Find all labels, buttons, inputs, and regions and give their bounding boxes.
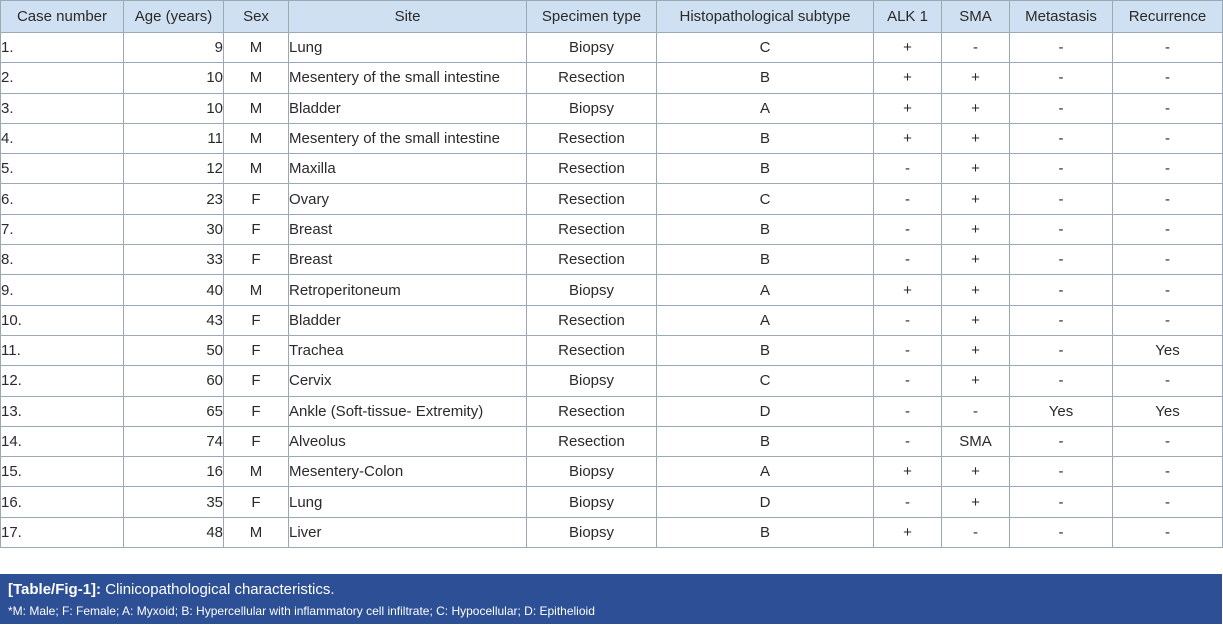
cell-recurrence: - xyxy=(1113,214,1223,244)
cell-site: Liver xyxy=(289,517,527,547)
cell-specimen-type: Biopsy xyxy=(527,457,657,487)
cell-recurrence: - xyxy=(1113,366,1223,396)
cell-sex: M xyxy=(224,457,289,487)
cell-site: Retroperitoneum xyxy=(289,275,527,305)
cell-specimen-type: Resection xyxy=(527,426,657,456)
caption-label: [Table/Fig-1]: xyxy=(8,581,102,598)
cell-sex: F xyxy=(224,184,289,214)
cell-site: Mesentery of the small intestine xyxy=(289,123,527,153)
cell-recurrence: - xyxy=(1113,426,1223,456)
column-header-age: Age (years) xyxy=(124,1,224,33)
cell-specimen-type: Resection xyxy=(527,123,657,153)
cell-histopathological-subtype: C xyxy=(657,33,874,63)
cell-alk1: - xyxy=(874,426,942,456)
cell-recurrence: - xyxy=(1113,63,1223,93)
cell-metastasis: - xyxy=(1010,154,1113,184)
table-row xyxy=(1,517,1223,547)
cell-site: Mesentery-Colon xyxy=(289,457,527,487)
cell-site: Bladder xyxy=(289,305,527,335)
cell-sma: + xyxy=(942,487,1010,517)
cell-sma: + xyxy=(942,93,1010,123)
cell-sex: F xyxy=(224,426,289,456)
column-header-metastasis: Metastasis xyxy=(1010,1,1113,33)
cell-sex: F xyxy=(224,245,289,275)
cell-age: 30 xyxy=(124,214,224,244)
cell-sex: F xyxy=(224,396,289,426)
cell-sex: M xyxy=(224,93,289,123)
column-header-case-number: Case number xyxy=(1,1,124,33)
cell-specimen-type: Biopsy xyxy=(527,517,657,547)
cell-age: 33 xyxy=(124,245,224,275)
cell-metastasis: - xyxy=(1010,184,1113,214)
cell-case-number: 5. xyxy=(1,154,124,184)
cell-histopathological-subtype: B xyxy=(657,245,874,275)
cell-metastasis: - xyxy=(1010,426,1113,456)
cell-sma: + xyxy=(942,275,1010,305)
cell-sex: M xyxy=(224,517,289,547)
cell-recurrence: - xyxy=(1113,305,1223,335)
cell-sma: + xyxy=(942,214,1010,244)
cell-case-number: 2. xyxy=(1,63,124,93)
cell-sma: + xyxy=(942,366,1010,396)
cell-sma: + xyxy=(942,457,1010,487)
cell-specimen-type: Biopsy xyxy=(527,366,657,396)
cell-sma: + xyxy=(942,335,1010,365)
cell-sma: + xyxy=(942,154,1010,184)
cell-age: 48 xyxy=(124,517,224,547)
table-row xyxy=(1,275,1223,305)
cell-sma: - xyxy=(942,33,1010,63)
cell-histopathological-subtype: B xyxy=(657,123,874,153)
cell-alk1: - xyxy=(874,184,942,214)
cell-metastasis: - xyxy=(1010,366,1113,396)
cell-metastasis: - xyxy=(1010,457,1113,487)
cell-specimen-type: Biopsy xyxy=(527,275,657,305)
table-row xyxy=(1,487,1223,517)
cell-recurrence: - xyxy=(1113,275,1223,305)
cell-specimen-type: Resection xyxy=(527,63,657,93)
table-row xyxy=(1,63,1223,93)
cell-histopathological-subtype: B xyxy=(657,214,874,244)
table-row xyxy=(1,396,1223,426)
cell-alk1: + xyxy=(874,457,942,487)
cell-age: 12 xyxy=(124,154,224,184)
cell-metastasis: Yes xyxy=(1010,396,1113,426)
column-header-alk1: ALK 1 xyxy=(874,1,942,33)
column-header-recurrence: Recurrence xyxy=(1113,1,1223,33)
cell-case-number: 4. xyxy=(1,123,124,153)
cell-case-number: 9. xyxy=(1,275,124,305)
cell-recurrence: - xyxy=(1113,33,1223,63)
caption-title: Clinicopathological characteristics. xyxy=(101,581,335,598)
cell-histopathological-subtype: B xyxy=(657,426,874,456)
cell-recurrence: - xyxy=(1113,184,1223,214)
cell-histopathological-subtype: C xyxy=(657,366,874,396)
cell-recurrence: - xyxy=(1113,93,1223,123)
cell-metastasis: - xyxy=(1010,245,1113,275)
table-row xyxy=(1,154,1223,184)
cell-sma: - xyxy=(942,396,1010,426)
cell-site: Lung xyxy=(289,33,527,63)
cell-alk1: - xyxy=(874,335,942,365)
cell-sma: + xyxy=(942,245,1010,275)
cell-alk1: + xyxy=(874,63,942,93)
cell-site: Trachea xyxy=(289,335,527,365)
table-row xyxy=(1,366,1223,396)
cell-histopathological-subtype: D xyxy=(657,487,874,517)
cell-sex: M xyxy=(224,154,289,184)
cell-sma: + xyxy=(942,63,1010,93)
cell-site: Alveolus xyxy=(289,426,527,456)
cell-sex: M xyxy=(224,123,289,153)
cell-sma: - xyxy=(942,517,1010,547)
cell-specimen-type: Biopsy xyxy=(527,93,657,123)
cell-histopathological-subtype: A xyxy=(657,275,874,305)
cell-case-number: 13. xyxy=(1,396,124,426)
cell-sex: F xyxy=(224,366,289,396)
cell-case-number: 10. xyxy=(1,305,124,335)
cell-alk1: + xyxy=(874,93,942,123)
cell-metastasis: - xyxy=(1010,33,1113,63)
cell-age: 23 xyxy=(124,184,224,214)
cell-case-number: 14. xyxy=(1,426,124,456)
column-header-histopathological-subtype: Histopathological subtype xyxy=(657,1,874,33)
cell-age: 10 xyxy=(124,93,224,123)
cell-metastasis: - xyxy=(1010,305,1113,335)
cell-site: Lung xyxy=(289,487,527,517)
cell-sma: SMA xyxy=(942,426,1010,456)
cell-specimen-type: Resection xyxy=(527,335,657,365)
table-row xyxy=(1,426,1223,456)
cell-alk1: + xyxy=(874,123,942,153)
cell-specimen-type: Resection xyxy=(527,154,657,184)
cell-case-number: 6. xyxy=(1,184,124,214)
cell-metastasis: - xyxy=(1010,487,1113,517)
cell-recurrence: - xyxy=(1113,487,1223,517)
cell-metastasis: - xyxy=(1010,335,1113,365)
cell-alk1: - xyxy=(874,305,942,335)
cell-recurrence: - xyxy=(1113,245,1223,275)
cell-recurrence: - xyxy=(1113,517,1223,547)
cell-sma: + xyxy=(942,184,1010,214)
header-row xyxy=(1,1,1223,33)
cell-sex: F xyxy=(224,335,289,365)
cell-histopathological-subtype: B xyxy=(657,63,874,93)
cell-metastasis: - xyxy=(1010,214,1113,244)
cell-case-number: 8. xyxy=(1,245,124,275)
cell-site: Cervix xyxy=(289,366,527,396)
cell-alk1: - xyxy=(874,487,942,517)
cell-age: 10 xyxy=(124,63,224,93)
column-header-sex: Sex xyxy=(224,1,289,33)
cell-site: Ovary xyxy=(289,184,527,214)
cell-metastasis: - xyxy=(1010,517,1113,547)
cell-age: 40 xyxy=(124,275,224,305)
cell-histopathological-subtype: A xyxy=(657,457,874,487)
cell-metastasis: - xyxy=(1010,93,1113,123)
table-row xyxy=(1,33,1223,63)
cell-age: 50 xyxy=(124,335,224,365)
table-row xyxy=(1,305,1223,335)
table-header xyxy=(1,1,1223,33)
table-body xyxy=(1,33,1223,548)
table-row xyxy=(1,245,1223,275)
cell-alk1: - xyxy=(874,214,942,244)
cell-sex: F xyxy=(224,487,289,517)
cell-site: Breast xyxy=(289,214,527,244)
cell-specimen-type: Resection xyxy=(527,396,657,426)
cell-sex: F xyxy=(224,214,289,244)
cell-sma: + xyxy=(942,123,1010,153)
cell-age: 43 xyxy=(124,305,224,335)
cell-recurrence: - xyxy=(1113,457,1223,487)
caption-footnote: *M: Male; F: Female; A: Myxoid; B: Hypercellular with inflammatory cell infiltrate; C: Hypocellular; D: Epithelioid xyxy=(8,604,595,618)
cell-alk1: + xyxy=(874,275,942,305)
cell-specimen-type: Resection xyxy=(527,184,657,214)
cell-specimen-type: Biopsy xyxy=(527,33,657,63)
cell-histopathological-subtype: B xyxy=(657,517,874,547)
cell-recurrence: - xyxy=(1113,123,1223,153)
cell-histopathological-subtype: A xyxy=(657,305,874,335)
cell-recurrence: Yes xyxy=(1113,335,1223,365)
cell-sex: M xyxy=(224,275,289,305)
table-row xyxy=(1,123,1223,153)
cell-case-number: 11. xyxy=(1,335,124,365)
cell-age: 16 xyxy=(124,457,224,487)
cell-sex: M xyxy=(224,63,289,93)
cell-alk1: - xyxy=(874,396,942,426)
cell-age: 74 xyxy=(124,426,224,456)
cell-age: 65 xyxy=(124,396,224,426)
cell-age: 35 xyxy=(124,487,224,517)
column-header-sma: SMA xyxy=(942,1,1010,33)
table-caption xyxy=(0,574,1222,624)
cell-specimen-type: Resection xyxy=(527,245,657,275)
cell-histopathological-subtype: A xyxy=(657,93,874,123)
cell-sma: + xyxy=(942,305,1010,335)
cell-case-number: 7. xyxy=(1,214,124,244)
cell-age: 60 xyxy=(124,366,224,396)
cell-specimen-type: Resection xyxy=(527,305,657,335)
column-header-specimen-type: Specimen type xyxy=(527,1,657,33)
caption-title-line xyxy=(8,580,1214,600)
table-row xyxy=(1,335,1223,365)
cell-site: Ankle (Soft-tissue- Extremity) xyxy=(289,396,527,426)
cell-alk1: - xyxy=(874,245,942,275)
cell-site: Mesentery of the small intestine xyxy=(289,63,527,93)
cell-alk1: + xyxy=(874,33,942,63)
cell-case-number: 16. xyxy=(1,487,124,517)
cell-case-number: 1. xyxy=(1,33,124,63)
cell-case-number: 17. xyxy=(1,517,124,547)
cell-alk1: - xyxy=(874,154,942,184)
table-row xyxy=(1,184,1223,214)
column-header-site: Site xyxy=(289,1,527,33)
cell-histopathological-subtype: C xyxy=(657,184,874,214)
cell-histopathological-subtype: B xyxy=(657,335,874,365)
table-row xyxy=(1,214,1223,244)
cell-alk1: - xyxy=(874,366,942,396)
cell-sex: M xyxy=(224,33,289,63)
cell-metastasis: - xyxy=(1010,275,1113,305)
cell-age: 9 xyxy=(124,33,224,63)
cell-site: Maxilla xyxy=(289,154,527,184)
cell-metastasis: - xyxy=(1010,63,1113,93)
cell-age: 11 xyxy=(124,123,224,153)
cell-histopathological-subtype: D xyxy=(657,396,874,426)
cell-alk1: + xyxy=(874,517,942,547)
cell-case-number: 15. xyxy=(1,457,124,487)
cell-specimen-type: Resection xyxy=(527,214,657,244)
cell-metastasis: - xyxy=(1010,123,1113,153)
cell-site: Bladder xyxy=(289,93,527,123)
cell-histopathological-subtype: B xyxy=(657,154,874,184)
cell-recurrence: - xyxy=(1113,154,1223,184)
cell-recurrence: Yes xyxy=(1113,396,1223,426)
table-row xyxy=(1,93,1223,123)
table-row xyxy=(1,457,1223,487)
cell-site: Breast xyxy=(289,245,527,275)
cell-case-number: 12. xyxy=(1,366,124,396)
cell-specimen-type: Biopsy xyxy=(527,487,657,517)
cell-case-number: 3. xyxy=(1,93,124,123)
cell-sex: F xyxy=(224,305,289,335)
